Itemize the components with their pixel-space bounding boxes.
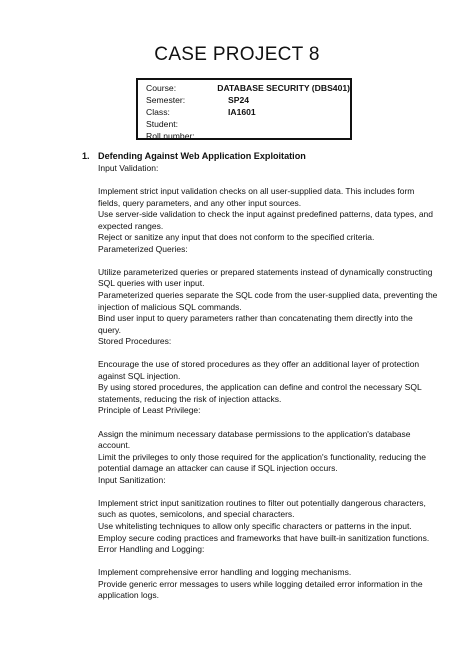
info-row-class bbox=[146, 106, 350, 118]
paragraph: Encourage the use of stored procedures as they offer an additional layer of protection against SQL injection. bbox=[98, 359, 420, 381]
subheading-least-privilege: Principle of Least Privilege: bbox=[98, 405, 201, 416]
subheading-input-validation: Input Validation: bbox=[98, 163, 159, 173]
subheading-input-sanitization: Input Sanitization: bbox=[98, 474, 166, 485]
info-value: SP24 bbox=[228, 95, 250, 105]
paragraph: Employ secure coding practices and frameworks that have built-in sanitization functions. bbox=[98, 532, 430, 543]
section-number: 1. bbox=[82, 151, 90, 161]
paragraph: Use whitelisting techniques to allow only specific characters or patterns in the input. bbox=[98, 520, 412, 531]
subheading-parameterized-queries: Parameterized Queries: bbox=[98, 243, 188, 254]
info-label: Semester: bbox=[146, 95, 186, 105]
paragraph: Assign the minimum necessary database permissions to the application's database account. bbox=[98, 428, 411, 451]
paragraph: Parameterized queries separate the SQL code from the user-supplied data, preventing the injection of malicious SQL commands. bbox=[98, 290, 438, 312]
paragraph: Utilize parameterized queries or prepared statements instead of dynamically constructing SQL queries with user input. bbox=[98, 266, 433, 289]
paragraph: Bind user input to query parameters rather than concatenating them directly into the query. bbox=[98, 313, 413, 335]
subheading-error-handling: Error Handling and Logging: bbox=[98, 544, 205, 555]
section-heading-text: Defending Against Web Application Exploitation bbox=[98, 151, 306, 161]
info-label: Class: bbox=[146, 107, 170, 117]
paragraph: Implement strict input sanitization routines to filter out potentially dangerous characters, such as quotes, semicolons, and special characters. bbox=[98, 497, 426, 520]
paragraph: Reject or sanitize any input that does not conform to the specified criteria. bbox=[98, 232, 375, 243]
info-label: Roll number: bbox=[146, 131, 195, 141]
section-heading bbox=[82, 151, 306, 161]
paragraph: Provide generic error messages to users while logging detailed error information in the application logs. bbox=[98, 578, 423, 601]
info-row-student bbox=[146, 118, 350, 130]
info-value: DATABASE SECURITY (DBS401) bbox=[217, 83, 350, 93]
paragraph: Use server-side validation to check the input against predefined patterns, data types, and expected ranges. bbox=[98, 209, 434, 231]
page-title: CASE PROJECT 8 bbox=[154, 44, 320, 65]
info-value: IA1601 bbox=[228, 107, 256, 117]
subheading-stored-procedures: Stored Procedures: bbox=[98, 336, 172, 347]
info-label: Student: bbox=[146, 119, 179, 129]
info-row-roll-number bbox=[146, 130, 350, 142]
course-info-box bbox=[136, 78, 352, 140]
info-label: Course: bbox=[146, 83, 177, 93]
info-row-course bbox=[146, 82, 350, 94]
paragraph: Implement strict input validation checks on all user-supplied data. This includes form fields, query parameters, and any other input sources. bbox=[98, 186, 415, 208]
info-row-semester bbox=[146, 94, 350, 106]
paragraph: By using stored procedures, the application can define and control the necessary SQL statements, reducing the risk of injection attacks. bbox=[98, 382, 422, 404]
paragraph: Implement comprehensive error handling and logging mechanisms. bbox=[98, 567, 352, 578]
paragraph: Limit the privileges to only those required for the application's functionality, reducing the potential damage an attacker can cause if SQL injection occurs. bbox=[98, 451, 426, 474]
section-body bbox=[98, 163, 438, 602]
